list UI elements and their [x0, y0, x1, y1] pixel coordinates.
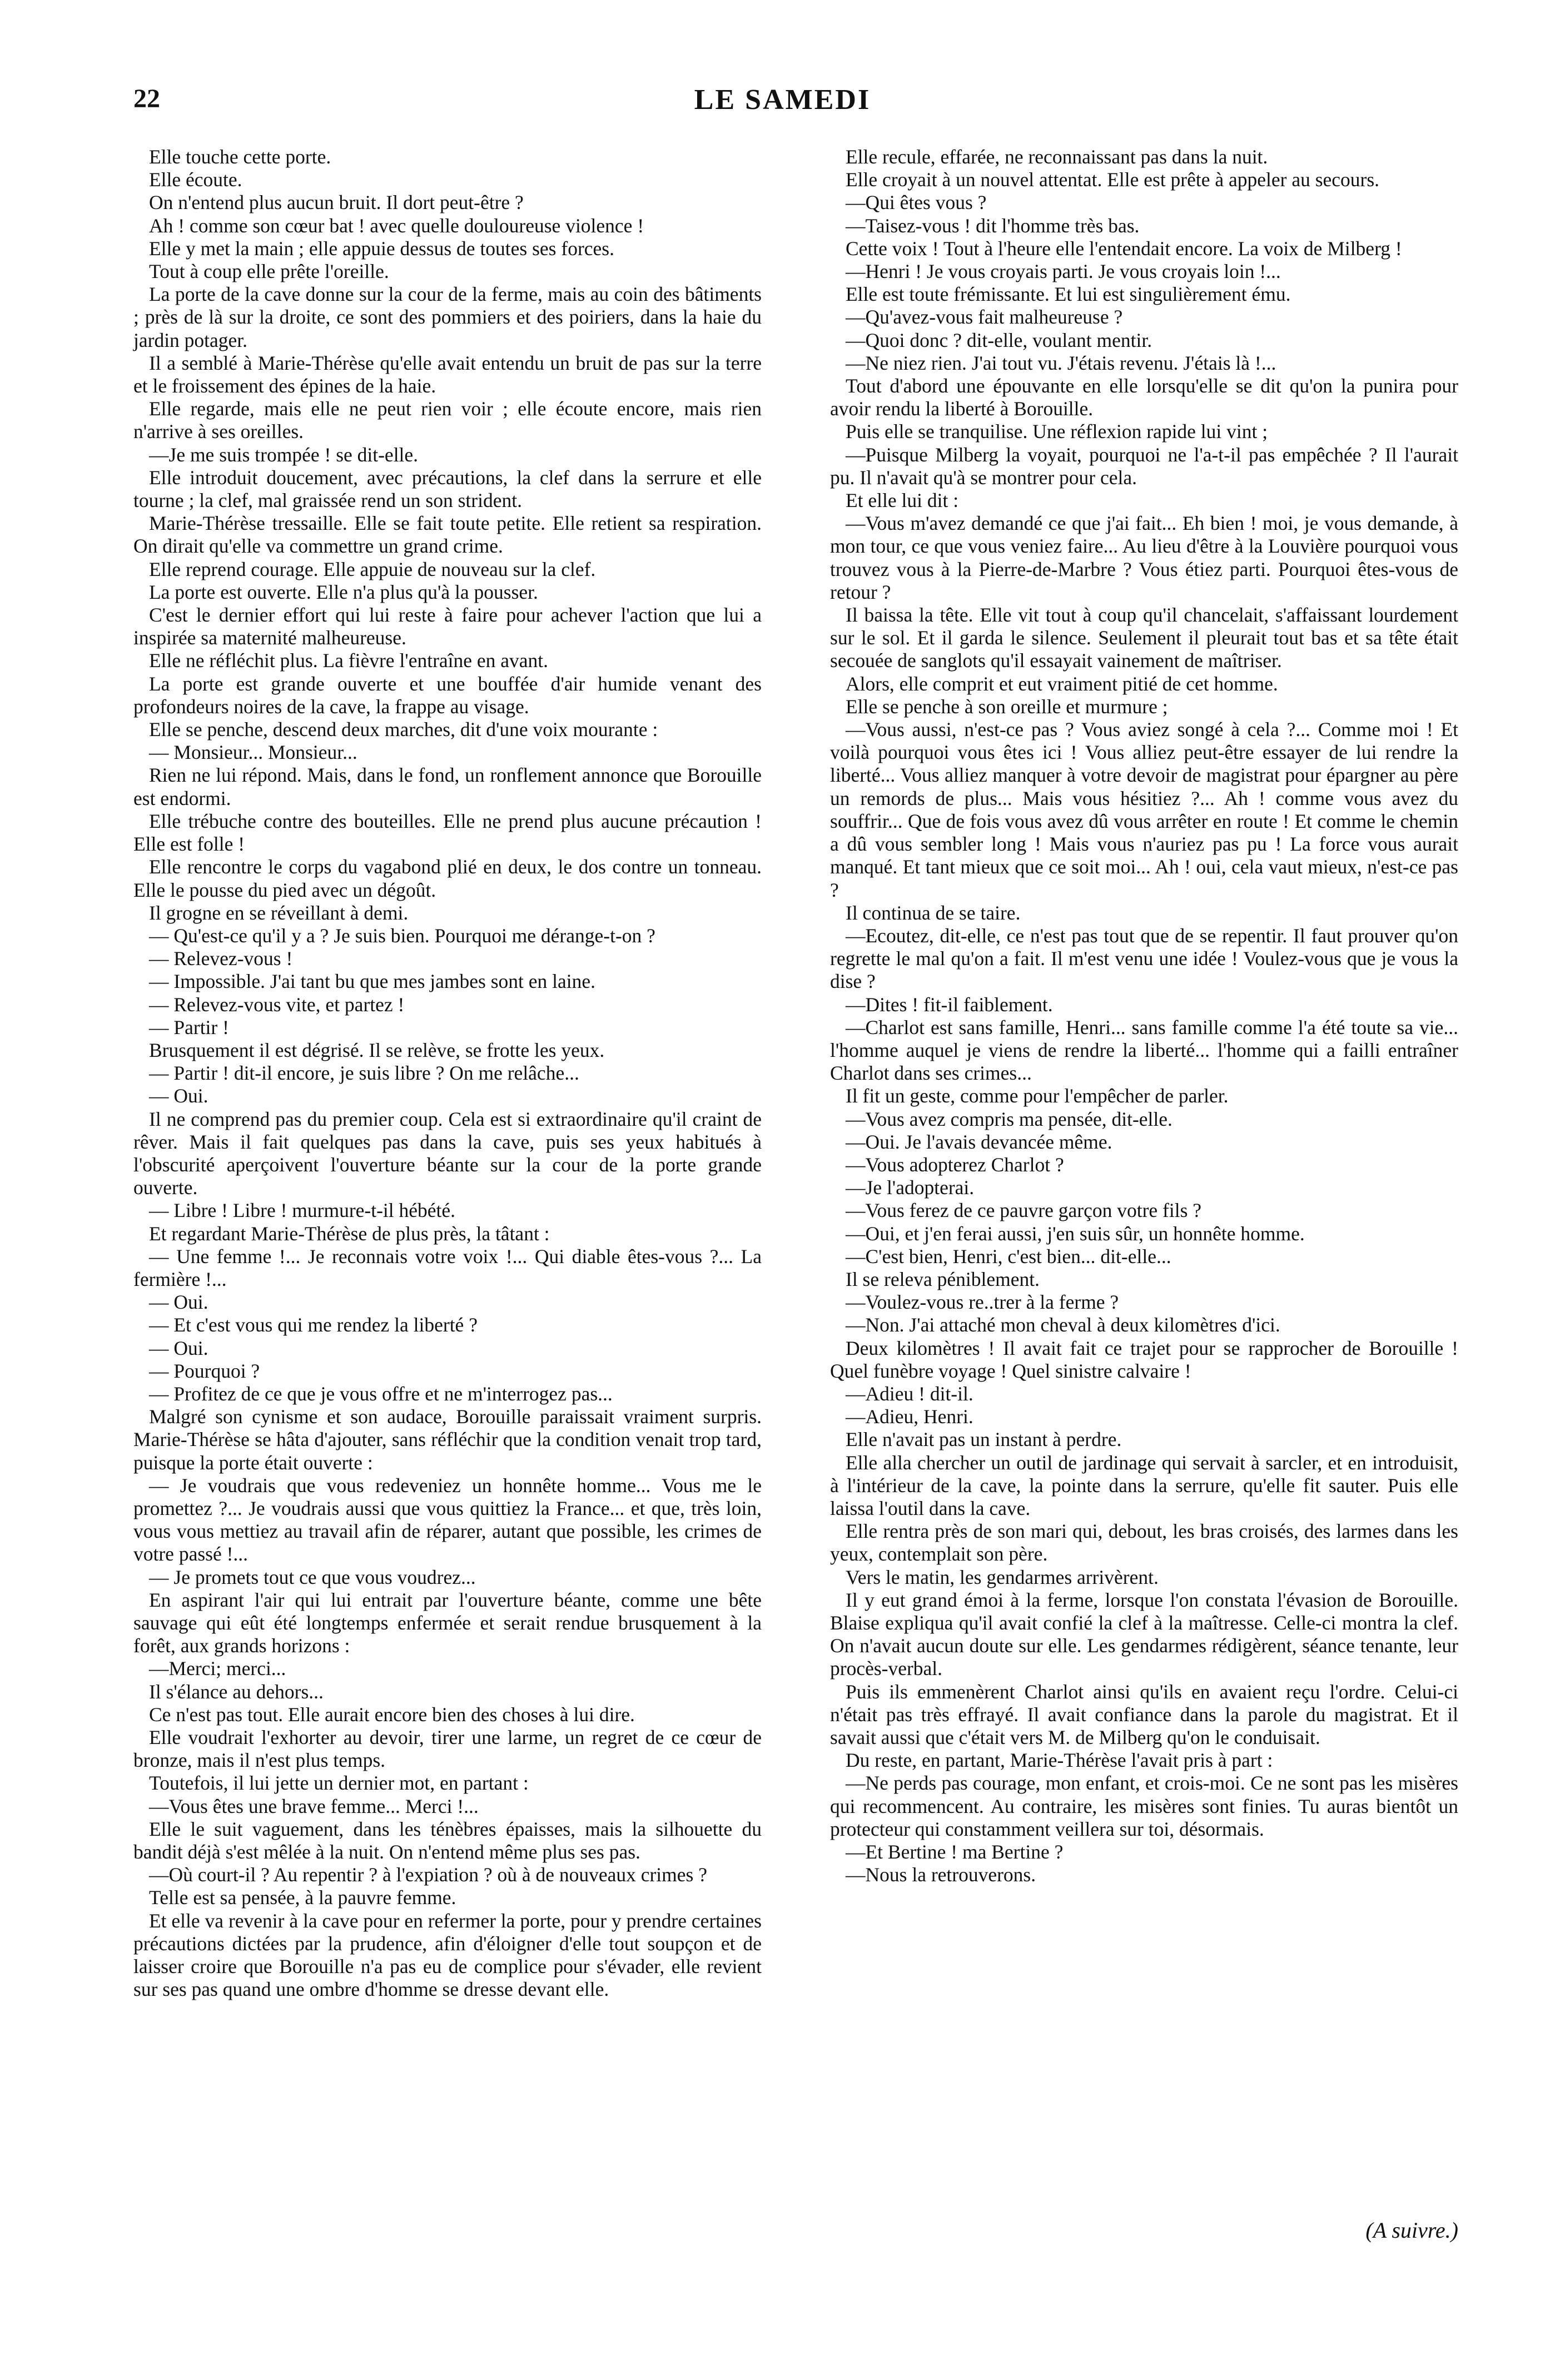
paragraph: Elle voudrait l'exhorter au devoir, tirer une larme, un regret de ce cœur de bronze, mais il n'est plus temps. — [133, 1726, 762, 1772]
paragraph: Elle introduit doucement, avec précautions, la clef dans la serrure et elle tourne ; la clef, mal graissée rend un son strident. — [133, 466, 762, 512]
paragraph: —Quoi donc ? dit-elle, voulant mentir. — [846, 329, 1152, 351]
paragraph: —Voulez-vous re..trer à la ferme ? — [846, 1291, 1119, 1314]
paragraph: — Oui. — [149, 1336, 208, 1359]
paragraph: — Partir ! — [149, 1016, 229, 1039]
paragraph: Elle recule, effarée, ne reconnaissant pas dans la nuit. — [846, 146, 1268, 168]
paragraph: — Libre ! Libre ! murmure-t-il hébété. — [149, 1199, 456, 1222]
paragraph: Il ne comprend pas du premier coup. Cela est si extraordinaire qu'il craint de rêver. Mais il fait quelques pas dans la cave, puis ses yeux habitués à l'obscurité aperçoivent l'ouverture béante sur la cour de la porte grande ouverte. — [133, 1107, 762, 1199]
paragraph: La porte est ouverte. Elle n'a plus qu'à la pousser. — [149, 580, 538, 603]
paragraph: Du reste, en partant, Marie-Thérèse l'avait pris à part : — [846, 1749, 1273, 1772]
paragraph: — Oui. — [149, 1291, 208, 1314]
paragraph: —Puisque Milberg la voyait, pourquoi ne l'a-t-il pas empêchée ? Il l'aurait pu. Il n'avait qu'à se montrer pour cela. — [830, 443, 1458, 489]
paragraph: Marie-Thérèse tressaille. Elle se fait toute petite. Elle retient sa respiration. On dirait qu'elle va commettre un grand crime. — [133, 512, 762, 558]
publication-title: LE SAMEDI — [694, 84, 871, 116]
paragraph: — Et c'est vous qui me rendez la liberté ? — [149, 1314, 478, 1336]
paragraph: Elle reprend courage. Elle appuie de nouveau sur la clef. — [149, 558, 596, 580]
paragraph: Toutefois, il lui jette un dernier mot, en partant : — [149, 1772, 529, 1795]
paragraph: —Merci; merci... — [149, 1657, 286, 1680]
paragraph: — Pourquoi ? — [149, 1359, 260, 1382]
paragraph: — Qu'est-ce qu'il y a ? Je suis bien. Pourquoi me dérange-t-on ? — [149, 924, 655, 947]
paragraph: —Nous la retrouverons. — [846, 1864, 1036, 1886]
paragraph: Cette voix ! Tout à l'heure elle l'entendait encore. La voix de Milberg ! — [846, 237, 1402, 260]
paragraph: Il s'élance au dehors... — [149, 1680, 324, 1703]
paragraph: —Vous aussi, n'est-ce pas ? Vous aviez songé à cela ?... Comme moi ! Et voilà pourquoi vous êtes ici ! Vous alliez peut-être essayer de lui rendre la liberté... Vous alliez manquer à votre devoir de magistrat pour épargner au père un remords de plus... Mais vous hésitiez ?... Ah ! comme vous avez du souffrir... Que de fois vous avez dû vous arrêter en route ! Et comme le chemin a dû vous sembler long ! Mais vous n'auriez pas pu ! La force vous aurait manqué. Et tant mieux que ce soit moi... Ah ! oui, cela vaut mieux, n'est-ce pas ? — [830, 718, 1458, 901]
paragraph: —Et Bertine ! ma Bertine ? — [846, 1841, 1064, 1864]
paragraph: Il a semblé à Marie-Thérèse qu'elle avait entendu un bruit de pas sur la terre et le froissement des épines de la haie. — [133, 351, 762, 398]
paragraph: —Charlot est sans famille, Henri... sans famille comme l'a été toute sa vie... l'homme auquel je viens de rendre la liberté... l'homme qui a failli entraîner Charlot dans ses crimes... — [830, 1016, 1458, 1085]
paragraph: La porte est grande ouverte et une bouffée d'air humide venant des profondeurs noires de la cave, la frappe au visage. — [133, 672, 762, 718]
paragraph: Elle se penche à son oreille et murmure ; — [846, 695, 1168, 718]
page-header — [133, 83, 1432, 128]
paragraph: La porte de la cave donne sur la cour de la ferme, mais au coin des bâtiments ; près de là sur la droite, ce sont des pommiers et des poiriers, dans la haie du jardin potager. — [133, 283, 762, 351]
paragraph: —Qui êtes vous ? — [846, 191, 987, 214]
paragraph: Elle trébuche contre des bouteilles. Elle ne prend plus aucune précaution ! Elle est folle ! — [133, 809, 762, 856]
paragraph: Alors, elle comprit et eut vraiment pitié de cet homme. — [846, 672, 1278, 695]
paragraph: Deux kilomètres ! Il avait fait ce trajet pour se rapprocher de Borouille ! Quel funèbre voyage ! Quel sinistre calvaire ! — [830, 1336, 1458, 1382]
paragraph: Tout à coup elle prête l'oreille. — [149, 260, 389, 283]
paragraph: Et elle va revenir à la cave pour en refermer la porte, pour y prendre certaines précautions dictées par la prudence, afin d'éloigner d'elle tout soupçon et de laisser croire que Borouille n'a pas eu de complice pour s'évader, elle revient sur ses pas quand une ombre d'homme se dresse devant elle. — [133, 1909, 762, 2001]
paragraph: —Ecoutez, dit-elle, ce n'est pas tout que de se repentir. Il faut prouver qu'on regrette le mal qu'on a fait. Il m'est venu une idée ! Voulez-vous que je vous la dise ? — [830, 924, 1458, 993]
paragraph: —Ne niez rien. J'ai tout vu. J'étais revenu. J'étais là !... — [846, 351, 1276, 374]
paragraph: Elle croyait à un nouvel attentat. Elle est prête à appeler au secours. — [846, 168, 1380, 191]
paragraph: —Qu'avez-vous fait malheureuse ? — [846, 306, 1123, 329]
paragraph: Il grogne en se réveillant à demi. — [149, 901, 409, 924]
paragraph: — Oui. — [149, 1085, 208, 1107]
paragraph: Elle est toute frémissante. Et lui est singulièrement ému. — [846, 283, 1291, 306]
paragraph: — Une femme !... Je reconnais votre voix !... Qui diable êtes-vous ?... La fermière !... — [133, 1245, 762, 1290]
paragraph: —Vous ferez de ce pauvre garçon votre fils ? — [846, 1199, 1202, 1222]
paragraph: Rien ne lui répond. Mais, dans le fond, un ronflement annonce que Borouille est endormi. — [133, 764, 762, 809]
paragraph: On n'entend plus aucun bruit. Il dort peut-être ? — [149, 191, 524, 214]
paragraph: — Relevez-vous vite, et partez ! — [149, 993, 405, 1016]
paragraph: Elle rencontre le corps du vagabond plié en deux, le dos contre un tonneau. Elle le pousse du pied avec un dégoût. — [133, 856, 762, 901]
paragraph: —Ne perds pas courage, mon enfant, et crois-moi. Ce ne sont pas les misères qui recommencent. Au contraire, les misères sont finies. Tu auras bientôt un protecteur qui constamment veillera sur toi, désormais. — [830, 1772, 1458, 1840]
paragraph: Elle le suit vaguement, dans les ténèbres épaisses, mais la silhouette du bandit déjà s'est mêlée à la nuit. On n'entend même plus ses pas. — [133, 1817, 762, 1864]
paragraph: —Oui, et j'en ferai aussi, j'en suis sûr, un honnête homme. — [846, 1222, 1305, 1245]
paragraph: Tout d'abord une épouvante en elle lorsqu'elle se dit qu'on la punira pour avoir rendu la liberté à Borouille. — [830, 375, 1458, 420]
to-be-continued-note: (A suivre.) — [1365, 2218, 1458, 2243]
paragraph: Telle est sa pensée, à la pauvre femme. — [149, 1886, 456, 1909]
paragraph: En aspirant l'air qui lui entrait par l'ouverture béante, comme une bête sauvage qui eût été longtemps enfermée et serait rendue brusquement à la forêt, aux grands horizons : — [133, 1588, 762, 1657]
paragraph: —Taisez-vous ! dit l'homme très bas. — [846, 214, 1140, 237]
paragraph: Et regardant Marie-Thérèse de plus près, la tâtant : — [149, 1222, 550, 1245]
paragraph: Elle écoute. — [149, 168, 242, 191]
paragraph: — Monsieur... Monsieur... — [149, 741, 357, 764]
paragraph: Elle regarde, mais elle ne peut rien voir ; elle écoute encore, mais rien n'arrive à ses oreilles. — [133, 398, 762, 443]
paragraph: Elle se penche, descend deux marches, dit d'une voix mourante : — [149, 718, 658, 741]
paragraph: — Je voudrais que vous redeveniez un honnête homme... Vous me le promettez ?... Je voudrais aussi que vous quittiez la France... et que, très loin, vous vous mettiez au travail afin de réparer, autant que possible, les crimes de votre passé !... — [133, 1474, 762, 1566]
paragraph: —Vous avez compris ma pensée, dit-elle. — [846, 1107, 1172, 1130]
paragraph: Il se releva péniblement. — [846, 1268, 1040, 1290]
paragraph: Il continua de se taire. — [846, 901, 1021, 924]
paragraph: Vers le matin, les gendarmes arrivèrent. — [846, 1566, 1159, 1588]
left-text-column — [133, 146, 762, 2001]
paragraph: Elle touche cette porte. — [149, 146, 331, 168]
paragraph: —Vous êtes une brave femme... Merci !... — [149, 1795, 479, 1817]
paragraph: — Profitez de ce que je vous offre et ne m'interrogez pas... — [149, 1382, 613, 1405]
paragraph: Et elle lui dit : — [846, 489, 959, 512]
page-number: 22 — [133, 84, 160, 113]
paragraph: — Partir ! dit-il encore, je suis libre ? On me relâche... — [149, 1062, 579, 1085]
right-text-column — [830, 146, 1458, 1886]
paragraph: —Je l'adopterai. — [846, 1176, 975, 1199]
paragraph: Ah ! comme son cœur bat ! avec quelle douloureuse violence ! — [149, 214, 644, 237]
paragraph: Ce n'est pas tout. Elle aurait encore bien des choses à lui dire. — [149, 1703, 635, 1726]
paragraph: Il y eut grand émoi à la ferme, lorsque l'on constata l'évasion de Borouille. Blaise expliqua qu'il avait confié la clef à la maîtresse. Celle-ci montra la clef. On n'avait aucun doute sur elle. Les gendarmes rédigèrent, séance tenante, leur procès-verbal. — [830, 1588, 1458, 1680]
paragraph: Malgré son cynisme et son audace, Borouille paraissait vraiment surpris. Marie-Thérèse se hâta d'ajouter, sans réfléchir que la condition venait trop tard, puisque la porte était ouverte : — [133, 1405, 762, 1474]
paragraph: Elle rentra près de son mari qui, debout, les bras croisés, des larmes dans les yeux, contemplait son père. — [830, 1520, 1458, 1566]
paragraph: Elle ne réfléchit plus. La fièvre l'entraîne en avant. — [149, 649, 549, 672]
paragraph: Brusquement il est dégrisé. Il se relève, se frotte les yeux. — [149, 1039, 605, 1061]
paragraph: Puis ils emmenèrent Charlot ainsi qu'ils en avaient reçu l'ordre. Celui-ci n'était pas très effrayé. Il avait confiance dans la parole du magistrat. Et il savait aussi que c'était vers M. de Milberg qu'on le conduisait. — [830, 1680, 1458, 1749]
paragraph: — Relevez-vous ! — [149, 947, 293, 970]
paragraph: Elle n'avait pas un instant à perdre. — [846, 1428, 1122, 1451]
paragraph: Puis elle se tranquilise. Une réflexion rapide lui vint ; — [846, 420, 1268, 443]
paragraph: Elle alla chercher un outil de jardinage qui servait à sarcler, et en introduisit, à l'intérieur de la cave, la pointe dans la serrure, qu'elle fit sauter. Puis elle laissa l'outil dans la cave. — [830, 1451, 1458, 1519]
paragraph: —Adieu, Henri. — [846, 1405, 973, 1428]
paragraph: — Je promets tout ce que vous voudrez... — [149, 1566, 476, 1588]
paragraph: —Où court-il ? Au repentir ? à l'expiation ? où à de nouveaux crimes ? — [149, 1864, 707, 1886]
paragraph: —C'est bien, Henri, c'est bien... dit-elle... — [846, 1245, 1171, 1268]
paragraph: —Vous adopterez Charlot ? — [846, 1153, 1064, 1176]
paragraph: —Je me suis trompée ! se dit-elle. — [149, 443, 419, 466]
paragraph: —Non. J'ai attaché mon cheval à deux kilomètres d'ici. — [846, 1314, 1280, 1336]
paragraph: Il baissa la tête. Elle vit tout à coup qu'il chancelait, s'affaissant lourdement sur le sol. Et il garda le silence. Seulement il pleurait tout bas et sa tête était secouée de sanglots qu'il essayait vainement de maîtriser. — [830, 604, 1458, 672]
paragraph: —Dites ! fit-il faiblement. — [846, 993, 1053, 1016]
paragraph: —Henri ! Je vous croyais parti. Je vous croyais loin !... — [846, 260, 1281, 283]
paragraph: —Adieu ! dit-il. — [846, 1382, 973, 1405]
paragraph: — Impossible. J'ai tant bu que mes jambes sont en laine. — [149, 970, 596, 993]
paragraph: —Vous m'avez demandé ce que j'ai fait... Eh bien ! moi, je vous demande, à mon tour, ce que vous veniez faire... Au lieu d'être à la Louvière pourquoi vous trouvez vous à la Pierre-de-Marbre ? Vous étiez parti. Pourquoi êtes-vous de retour ? — [830, 512, 1458, 603]
paragraph: Elle y met la main ; elle appuie dessus de toutes ses forces. — [149, 237, 614, 260]
paragraph: —Oui. Je l'avais devancée même. — [846, 1130, 1112, 1153]
paragraph: C'est le dernier effort qui lui reste à faire pour achever l'action que lui a inspirée sa maternité malheureuse. — [133, 604, 762, 649]
paragraph: Il fit un geste, comme pour l'empêcher de parler. — [846, 1085, 1229, 1107]
